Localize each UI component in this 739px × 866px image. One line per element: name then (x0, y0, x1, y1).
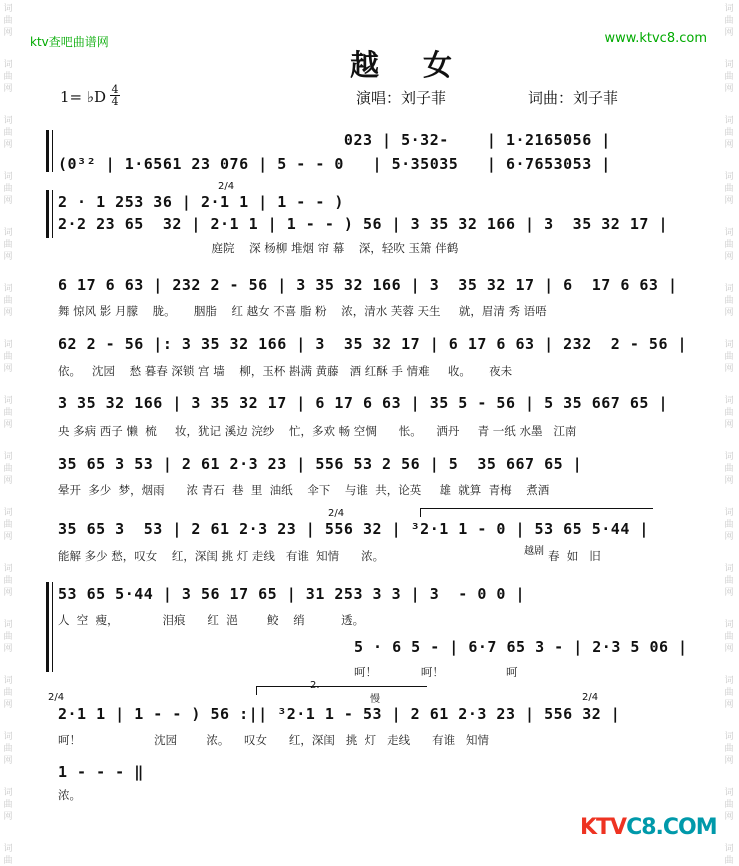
time-signature (110, 84, 120, 107)
watermark-glyph: 曲 (724, 464, 734, 474)
meter-change-mark: 2/4 (328, 508, 345, 519)
watermark-glyph: 网 (724, 700, 734, 710)
watermark-glyph: 词 (724, 788, 734, 798)
site-name-left[interactable]: ktv查吧曲谱网 (30, 35, 109, 49)
watermark-glyph: 曲 (724, 184, 734, 194)
watermark-glyph: 曲 (724, 688, 734, 698)
lyric-line: 呵！ 呵！ 呵 (354, 665, 518, 679)
notation-line: 3 35 32 166 | 3 35 32 17 | 6 17 6 63 | 35 5 - 56 | 5 35 667 65 | (58, 394, 668, 412)
watermark-glyph: 词 (724, 732, 734, 742)
system-brace-inner (52, 190, 53, 238)
watermark-glyph: 曲 (3, 128, 13, 138)
watermark-glyph: 曲 (724, 16, 734, 26)
watermark-right (721, 0, 739, 865)
lyric-line: 人 空 瘦， 泪痕 红 浥 鲛 绡 透。 (58, 613, 365, 627)
system-brace (46, 582, 49, 672)
watermark-glyph: 网 (3, 812, 13, 822)
watermark-glyph: 词 (3, 228, 13, 238)
watermark-glyph: 网 (724, 532, 734, 542)
watermark-glyph: 网 (3, 476, 13, 486)
watermark-glyph: 词 (3, 508, 13, 518)
watermark-glyph: 网 (724, 364, 734, 374)
watermark-left (0, 0, 18, 865)
watermark-glyph: 网 (3, 700, 13, 710)
logo-com: .COM (655, 815, 717, 840)
watermark-glyph: 曲 (3, 408, 13, 418)
logo-ktv: KTV (580, 815, 627, 840)
meter-change-mark: 2/4 (582, 692, 599, 703)
watermark-glyph: 曲 (724, 352, 734, 362)
notation-line: 023 | 5·32- | 1·2165056 | (58, 131, 611, 149)
watermark-glyph: 词 (724, 116, 734, 126)
watermark-glyph: 曲 (3, 352, 13, 362)
watermark-glyph: 网 (3, 196, 13, 206)
watermark-glyph: 曲 (3, 576, 13, 586)
watermark-glyph: 词 (3, 116, 13, 126)
watermark-glyph: 网 (3, 420, 13, 430)
lyric-line: 浓。 (58, 788, 81, 802)
watermark-glyph: 词 (724, 284, 734, 294)
notation-line: 6 17 6 63 | 232 2 - 56 | 3 35 32 166 | 3 35 32 17 | 6 17 6 63 | (58, 276, 678, 294)
site-url-right[interactable]: www.ktvc8.com (604, 31, 707, 46)
watermark-glyph: 网 (724, 84, 734, 94)
lyric-line: 呵！ 沈园 浓。 叹女 红，深闺 挑 灯 走线 有谁 知情 (58, 733, 490, 747)
repeat-bracket (420, 508, 653, 517)
style-mark: 越剧 (524, 546, 544, 557)
watermark-glyph: 词 (3, 620, 13, 630)
watermark-glyph: 词 (724, 340, 734, 350)
watermark-glyph: 曲 (724, 744, 734, 754)
lyric-line: 晕开 多少 梦，烟雨 浓 青石 巷 里 油纸 伞下 与谁 共，论英 雄 就算 青梅 煮酒 (58, 483, 550, 497)
watermark-glyph: 网 (3, 588, 13, 598)
watermark-glyph: 曲 (724, 72, 734, 82)
notation-line: 62 2 - 56 |: 3 35 32 166 | 3 35 32 17 | 6 17 6 63 | 232 2 - 56 | (58, 335, 688, 353)
watermark-glyph: 网 (724, 252, 734, 262)
watermark-glyph: 网 (724, 196, 734, 206)
watermark-glyph: 词 (724, 564, 734, 574)
watermark-glyph: 词 (724, 228, 734, 238)
watermark-glyph: 网 (3, 644, 13, 654)
watermark-glyph: 网 (724, 756, 734, 766)
notation-line: 2 · 1 253 36 | 2·1 1 | 1 - - ) (58, 193, 344, 211)
meter-top: 4 (111, 83, 119, 96)
watermark-glyph: 词 (724, 620, 734, 630)
system-brace-inner (52, 130, 53, 172)
watermark-glyph: 网 (724, 308, 734, 318)
watermark-glyph: 曲 (724, 520, 734, 530)
watermark-glyph: 曲 (3, 464, 13, 474)
meter-change-mark: 2/4 (48, 692, 65, 703)
site-logo (580, 815, 717, 840)
system-brace (46, 130, 49, 172)
notation-line: 5 · 6 5 - | 6·7 65 3 - | 2·3 5 06 | (354, 638, 688, 656)
watermark-glyph: 词 (724, 396, 734, 406)
logo-c8: C8 (626, 815, 656, 840)
watermark-glyph: 曲 (3, 72, 13, 82)
watermark-glyph: 网 (724, 588, 734, 598)
watermark-glyph: 词 (3, 844, 13, 854)
watermark-glyph: 词 (3, 4, 13, 14)
watermark-glyph: 词 (3, 564, 13, 574)
watermark-glyph: 网 (3, 532, 13, 542)
watermark-glyph: 网 (3, 84, 13, 94)
song-title: 越女 (350, 48, 497, 82)
watermark-glyph: 词 (3, 340, 13, 350)
watermark-glyph: 网 (724, 812, 734, 822)
watermark-glyph: 曲 (724, 632, 734, 642)
watermark-glyph: 曲 (3, 296, 13, 306)
watermark-glyph: 词 (3, 396, 13, 406)
watermark-glyph: 网 (3, 28, 13, 38)
watermark-glyph: 曲 (724, 856, 734, 866)
watermark-glyph: 词 (724, 4, 734, 14)
watermark-glyph: 曲 (724, 576, 734, 586)
watermark-glyph: 曲 (724, 128, 734, 138)
notation-line: 35 65 3 53 | 2 61 2·3 23 | 556 53 2 56 | 5 35 667 65 | (58, 455, 583, 473)
watermark-glyph: 网 (724, 28, 734, 38)
watermark-glyph: 词 (724, 452, 734, 462)
notation-line: 1 - - - ‖ (58, 763, 144, 781)
meter-change-mark: 2/4 (218, 181, 235, 192)
watermark-glyph: 曲 (3, 240, 13, 250)
watermark-glyph: 曲 (724, 296, 734, 306)
watermark-glyph: 曲 (724, 408, 734, 418)
key-signature: 1= ♭D (60, 88, 106, 106)
watermark-glyph: 曲 (3, 520, 13, 530)
watermark-glyph: 词 (724, 172, 734, 182)
watermark-glyph: 曲 (3, 800, 13, 810)
meter-bottom: 4 (111, 95, 119, 108)
watermark-glyph: 词 (724, 676, 734, 686)
watermark-glyph: 曲 (3, 688, 13, 698)
watermark-glyph: 网 (3, 140, 13, 150)
tempo-mark: 慢 (370, 694, 380, 705)
watermark-glyph: 网 (724, 476, 734, 486)
watermark-glyph: 曲 (3, 632, 13, 642)
lyric-line: 能解 多少 愁，叹女 红，深闺 挑 灯 走线 有谁 知情 浓。 (58, 549, 385, 563)
system-brace (46, 190, 49, 238)
lyric-line: 央 多病 西子 懒 梳 妆，犹记 溪边 浣纱 忙，多欢 畅 空惆 怅。 洒丹 青 一纸 水墨 江南 (58, 424, 577, 438)
watermark-glyph: 词 (3, 452, 13, 462)
watermark-glyph: 曲 (3, 184, 13, 194)
watermark-glyph: 曲 (3, 744, 13, 754)
watermark-glyph: 网 (724, 140, 734, 150)
watermark-glyph: 词 (3, 60, 13, 70)
watermark-glyph: 词 (3, 172, 13, 182)
notation-line: 2·1 1 | 1 - - ) 56 :|| ³2·1 1 - 53 | 2 61 2·3 23 | 556 32 | (58, 705, 621, 723)
watermark-glyph: 网 (724, 644, 734, 654)
watermark-glyph: 曲 (724, 240, 734, 250)
watermark-glyph: 网 (3, 756, 13, 766)
lyricist-credit: 词曲：刘子菲 (528, 89, 619, 107)
watermark-glyph: 曲 (3, 16, 13, 26)
lyric-line-tail: 春 如 旧 (548, 549, 601, 563)
notation-line: 53 65 5·44 | 3 56 17 65 | 31 253 3 3 | 3 - 0 0 | (58, 585, 526, 603)
watermark-glyph: 网 (724, 420, 734, 430)
notation-line: 35 65 3 53 | 2 61 2·3 23 | 556 32 | ³2·1 1 - 0 | 53 65 5·44 | (58, 520, 649, 538)
watermark-glyph: 词 (3, 732, 13, 742)
lyric-line: 庭院 深 杨柳 堆烟 帘 幕 深，轻吹 玉箫 伴鹤 (58, 241, 459, 255)
watermark-glyph: 词 (724, 60, 734, 70)
singer-credit: 演唱：刘子菲 (356, 89, 447, 107)
watermark-glyph: 网 (3, 364, 13, 374)
watermark-glyph: 词 (3, 284, 13, 294)
lyric-line: 依。 沈园 愁 暮春 深锁 宫 墙 柳，玉杯 斟满 黄藤 酒 红酥 手 情难 收。 夜未 (58, 364, 513, 378)
watermark-glyph: 曲 (3, 856, 13, 866)
watermark-glyph: 网 (3, 308, 13, 318)
watermark-glyph: 网 (3, 252, 13, 262)
second-ending-bracket (256, 686, 427, 695)
watermark-glyph: 词 (3, 788, 13, 798)
watermark-glyph: 词 (724, 508, 734, 518)
system-brace-inner (52, 582, 53, 672)
volta-label: 2. (310, 680, 320, 691)
notation-line: (0³² | 1·6561 23 076 | 5 - - 0 | 5·35035 | 6·7653053 | (58, 155, 611, 173)
notation-line: 2·2 23 65 32 | 2·1 1 | 1 - - ) 56 | 3 35 32 166 | 3 35 32 17 | (58, 215, 668, 233)
watermark-glyph: 词 (3, 676, 13, 686)
watermark-glyph: 词 (724, 844, 734, 854)
lyric-line: 舞 惊风 影 月朦 胧。 胭脂 红 越女 不喜 脂 粉 浓，清水 芙蓉 天生 就，眉清 秀 语唔 (58, 304, 547, 318)
watermark-glyph: 曲 (724, 800, 734, 810)
